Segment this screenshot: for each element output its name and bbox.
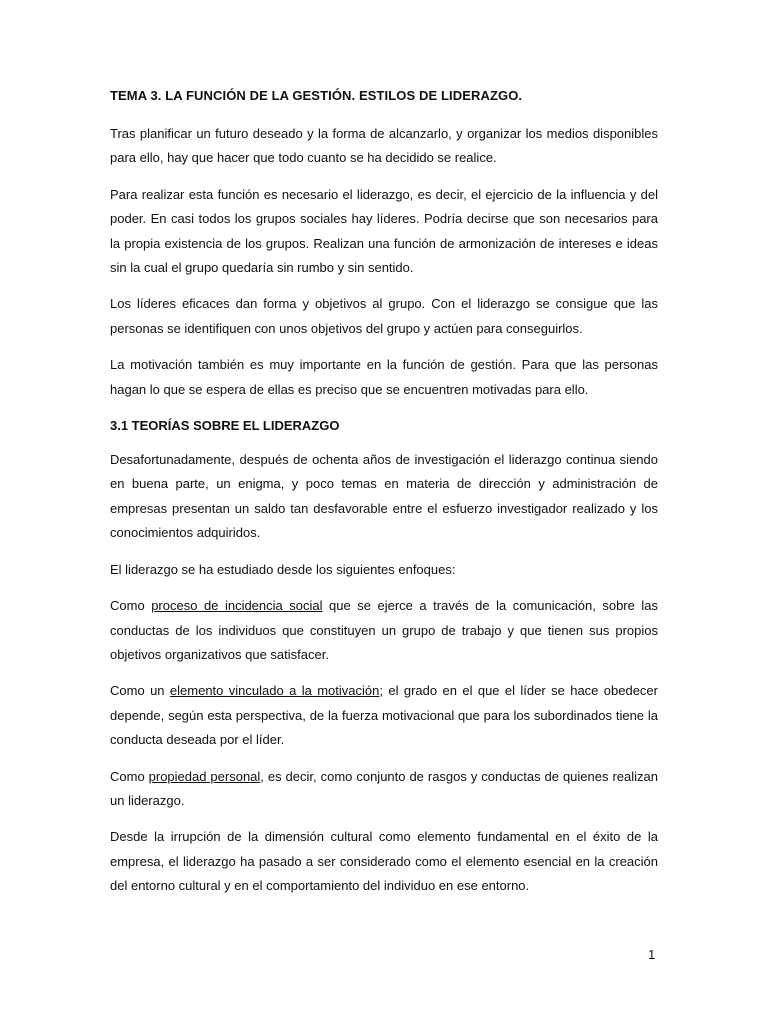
section-heading: 3.1 TEORÍAS SOBRE EL LIDERAZGO (110, 418, 340, 434)
approach-term-social-incidence: proceso de incidencia social (151, 598, 323, 614)
paragraph-motivation: La motivación también es muy importante en la función de gestión. Para que las personas hagan lo que se espera de ellas es preciso que se encuentren motivadas para ello. (110, 357, 658, 397)
document-page (110, 84, 658, 911)
paragraph-approach-personal (110, 765, 658, 814)
paragraph-intro: Tras planificar un futuro deseado y la forma de alcanzarlo, y organizar los medios disponibles para ello, hay que hacer que todo cuanto se ha decidido se realice. (110, 126, 658, 166)
approach-term-motivation: elemento vinculado a la motivación (169, 683, 380, 699)
document-title: TEMA 3. LA FUNCIÓN DE LA GESTIÓN. ESTILOS DE LIDERAZGO. (110, 88, 523, 103)
paragraph-leadership: Para realizar esta función es necesario el liderazgo, es decir, el ejercicio de la influencia y del poder. En casi todos los grupos sociales hay líderes. Podría decirse que son necesarios para la propia existencia de los grupos. Realizan una función de armonización de intereses e ideas sin la cual el grupo quedaría sin rumbo y sin sentido. (110, 186, 658, 276)
paragraph-cultural-dimension: Desde la irrupción de la dimensión cultural como elemento fundamental en el éxito de la empresa, el liderazgo ha pasado a ser considerado como el elemento esencial en la creación del entorno cultural y en el comportamiento del individuo en ese entorno. (110, 829, 658, 894)
approach-term-personal-property: propiedad personal (148, 768, 261, 784)
paragraph-enigma: Desafortunadamente, después de ochenta años de investigación el liderazgo continua siendo en buena parte, un enigma, y poco temas en materia de dirección y administración de empresas presentan un saldo tan desfavorable entre el esfuerzo investigador realizado y los conocimientos adquiridos. (110, 452, 658, 541)
paragraph-approach-motivation (110, 679, 658, 752)
approach-prefix: Como (110, 598, 152, 614)
approach-prefix: Como (110, 768, 149, 784)
approach-text: que se ejerce a través de la comunicación, sobre las conductas de los individuos que constituyen un grupo de trabajo y que tienen sus propios objetivos organizativos que satisfacer. (110, 598, 658, 662)
paragraph-approaches-intro: El liderazgo se ha estudiado desde los siguientes enfoques: (110, 561, 456, 577)
page-number: 1 (648, 947, 656, 962)
approach-prefix: Como un (110, 683, 170, 699)
approach-text: , es decir, como conjunto de rasgos y conductas de quienes realizan un liderazgo. (110, 768, 658, 808)
paragraph-effective-leaders: Los líderes eficaces dan forma y objetivos al grupo. Con el liderazgo se consigue que las personas se identifiquen con unos objetivos del grupo y actúen para conseguirlos. (110, 296, 658, 336)
paragraph-approach-social (110, 594, 658, 667)
approach-text: ; el grado en el que el líder se hace obedecer depende, según esta perspectiva, de la fuerza motivacional que para los subordinados tiene la conducta deseada por el líder. (110, 683, 658, 748)
